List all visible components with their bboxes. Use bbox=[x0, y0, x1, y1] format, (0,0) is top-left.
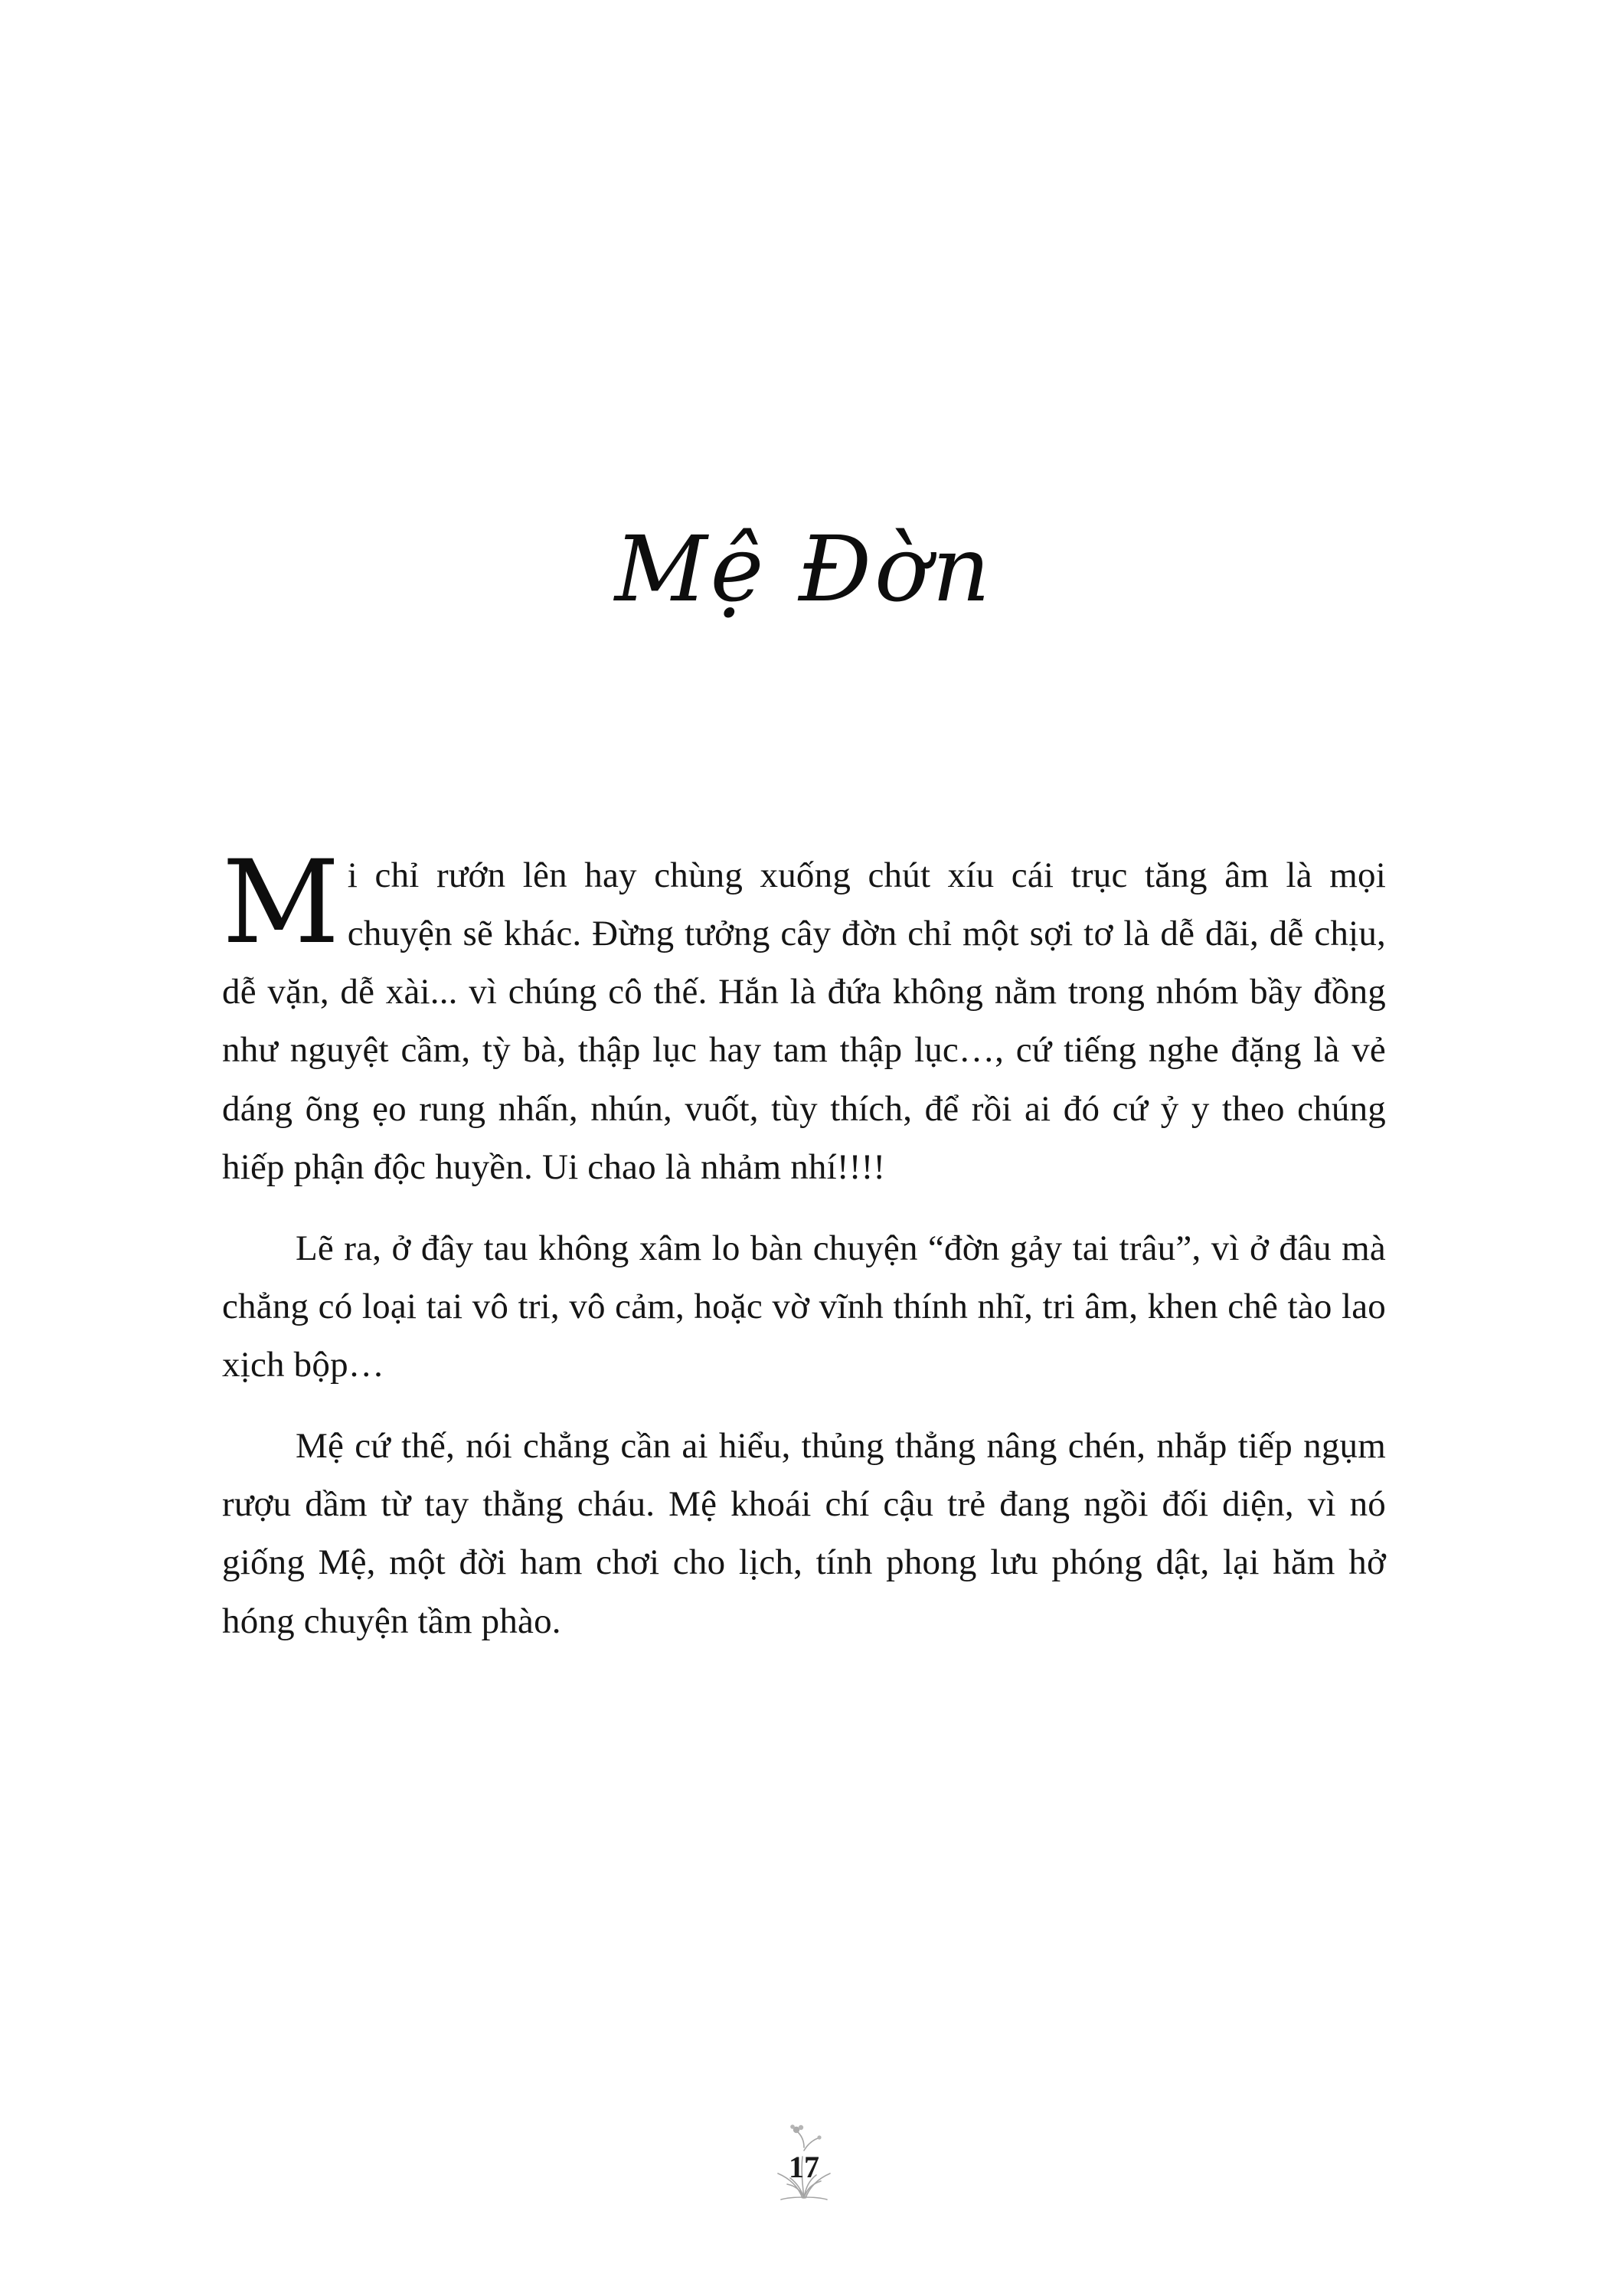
page-title: Mệ Đờn bbox=[614, 516, 994, 623]
paragraph-3: Mệ cứ thế, nói chẳng cần ai hiểu, thủng thẳng nâng chén, nhắp tiếp ngụm rượu dầm từ tay thằng cháu. Mệ khoái chí cậu trẻ đang ngồi đối diện, vì nó giống Mệ, một đời ham chơi cho lịch, tính phong lưu phóng dật, lại hăm hở hóng chuyện tầm phào. bbox=[222, 1426, 1386, 1641]
footer-ornament-wrapper bbox=[735, 2112, 873, 2227]
body-text bbox=[222, 836, 1386, 1655]
page-footer bbox=[0, 2112, 1608, 2227]
paragraph-2: Lẽ ra, ở đây tau không xâm lo bàn chuyện “đờn gảy tai trâu”, vì ở đâu mà chẳng có loại tai vô tri, vô cảm, hoặc vờ vĩnh thính nhĩ, tri âm, khen chê tào lao xịch bộp… bbox=[222, 1228, 1386, 1385]
paragraph-1-text: i chỉ rướn lên hay chùng xuống chút xíu cái trục tăng âm là mọi chuyện sẽ khác. Đừng tưởng cây đờn chỉ một sợi tơ là dễ dãi, dễ chịu, dễ vặn, dễ xài... vì chúng cô thế. Hắn là đứa không nằm trong nhóm bầy đồng như nguyệt cầm, tỳ bà, thập lục hay tam thập lục…, cứ tiếng nghe đặng là vẻ dáng õng ẹo rung nhấn, nhún, vuốt, tùy thích, để rồi ai đó cứ ỷ y theo chúng hiếp phận độc huyền. Ui chao là nhảm nhí!!!! bbox=[222, 855, 1386, 1187]
page-number: 17 bbox=[789, 2150, 819, 2184]
paragraph-1 bbox=[222, 836, 1386, 1196]
drop-cap: M bbox=[222, 836, 340, 970]
